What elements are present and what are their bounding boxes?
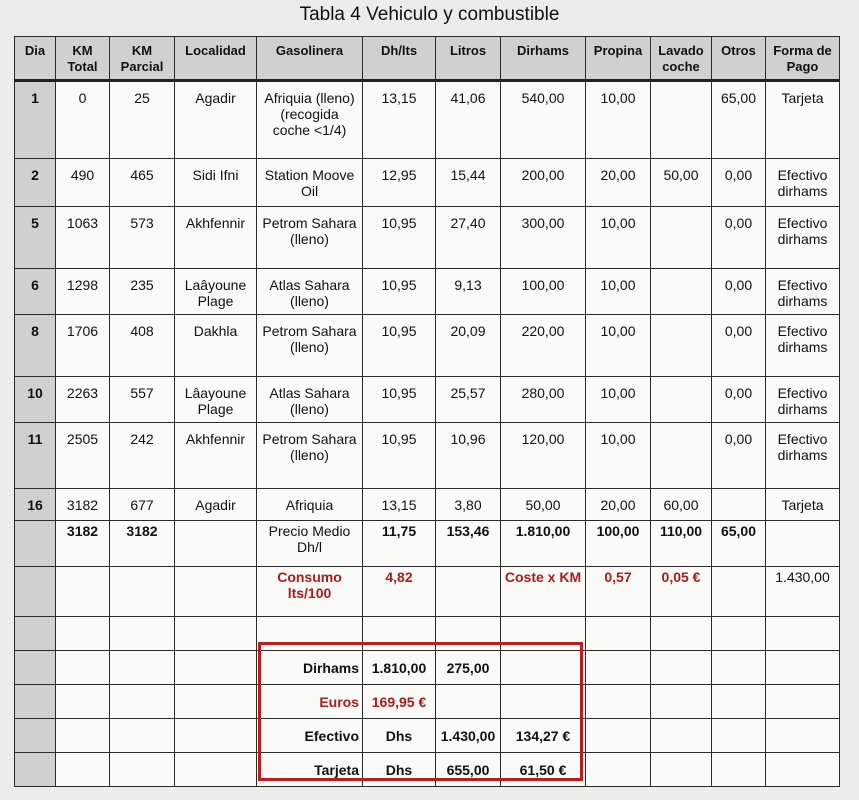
table-cell: Agadir (175, 81, 257, 159)
table-cell: Dakhla (175, 315, 257, 377)
table-cell: 16 (15, 489, 56, 521)
table-cell (436, 567, 501, 617)
coste-km-dh: 0,57 (586, 567, 651, 617)
table-cell (712, 719, 766, 753)
table-row (15, 521, 840, 567)
table-cell: 120,00 (501, 423, 586, 489)
table-cell (110, 617, 175, 651)
table-cell (712, 753, 766, 787)
col-header: Otros (712, 37, 766, 81)
table-cell: Tarjeta (766, 81, 840, 159)
table-cell: 200,00 (501, 159, 586, 207)
table-cell (363, 617, 436, 651)
table-cell: 10,95 (363, 423, 436, 489)
table-cell (651, 719, 712, 753)
table-cell: Sidi Ifni (175, 159, 257, 207)
table-cell (56, 719, 110, 753)
table-cell (766, 719, 840, 753)
table-cell: Station Moove Oil (257, 159, 363, 207)
col-header: KM Total (56, 37, 110, 81)
table-cell: Atlas Sahara (lleno) (257, 269, 363, 315)
table-cell (712, 567, 766, 617)
col-header: Lavado coche (651, 37, 712, 81)
table-row (15, 269, 840, 315)
table-cell: 677 (110, 489, 175, 521)
table-cell (586, 719, 651, 753)
table-cell: Laâyoune Plage (175, 269, 257, 315)
table-cell (15, 521, 56, 567)
table-row (15, 423, 840, 489)
table-cell (586, 617, 651, 651)
table-cell (712, 685, 766, 719)
table-cell: 235 (110, 269, 175, 315)
coste-km-label: Coste x KM (501, 567, 586, 617)
col-header: Dia (15, 37, 56, 81)
table-cell: 10,00 (586, 207, 651, 269)
table-cell: 2263 (56, 377, 110, 423)
pago-efectivo-total: 1.430,00 (766, 567, 840, 617)
table-cell (712, 651, 766, 685)
table-row (15, 719, 840, 753)
table-row (15, 489, 840, 521)
table-cell: 25,57 (436, 377, 501, 423)
table-row (15, 617, 840, 651)
table-row (15, 315, 840, 377)
table-cell (56, 685, 110, 719)
col-header: Forma de Pago (766, 37, 840, 81)
table-cell (766, 651, 840, 685)
table-cell: 11 (15, 423, 56, 489)
table-cell: 0,00 (712, 269, 766, 315)
table-cell (110, 719, 175, 753)
table-cell: 10,95 (363, 315, 436, 377)
table-cell: 20,00 (586, 159, 651, 207)
table-cell: 2 (15, 159, 56, 207)
table-cell (436, 617, 501, 651)
table-cell: 3,80 (436, 489, 501, 521)
summary-dirhams-label: Dirhams (257, 651, 363, 685)
table-row (15, 685, 840, 719)
coste-km-eur: 0,05 € (651, 567, 712, 617)
table-cell: 20,09 (436, 315, 501, 377)
table-cell (110, 651, 175, 685)
table-cell: Afriquia (257, 489, 363, 521)
table-cell (110, 685, 175, 719)
table-cell (766, 753, 840, 787)
table-cell: Petrom Sahara (lleno) (257, 423, 363, 489)
table-cell: 10,95 (363, 269, 436, 315)
summary-euros-label: Euros (257, 685, 363, 719)
total-propina: 100,00 (586, 521, 651, 567)
table-cell (110, 753, 175, 787)
table-cell: 0,00 (712, 207, 766, 269)
table-row (15, 159, 840, 207)
total-dirhams: 1.810,00 (501, 521, 586, 567)
total-km: 3182 (56, 521, 110, 567)
summary-dirhams-extra: 275,00 (436, 651, 501, 685)
table-cell (651, 617, 712, 651)
table-cell (175, 719, 257, 753)
table-cell: 100,00 (501, 269, 586, 315)
table-cell: 573 (110, 207, 175, 269)
table-cell: 10,95 (363, 207, 436, 269)
table-cell (651, 423, 712, 489)
table-cell: 540,00 (501, 81, 586, 159)
table-cell (651, 81, 712, 159)
summary-tarjeta-dhs: 655,00 (436, 753, 501, 787)
table-cell: 50,00 (651, 159, 712, 207)
table-cell: 490 (56, 159, 110, 207)
table-row (15, 81, 840, 159)
table-cell (15, 753, 56, 787)
table-cell (175, 685, 257, 719)
table-cell (651, 315, 712, 377)
table-cell: 0,00 (712, 377, 766, 423)
table-cell (110, 567, 175, 617)
table-cell (15, 685, 56, 719)
table-cell: 1298 (56, 269, 110, 315)
summary-tarjeta-label: Tarjeta (257, 753, 363, 787)
table-cell: Efectivo dirhams (766, 377, 840, 423)
table-cell: 242 (110, 423, 175, 489)
summary-efectivo-dhs: 1.430,00 (436, 719, 501, 753)
table-cell (501, 651, 586, 685)
table-cell: 0,00 (712, 159, 766, 207)
table-cell: 10,95 (363, 377, 436, 423)
table-cell (436, 685, 501, 719)
table-cell (586, 685, 651, 719)
table-cell: 10,96 (436, 423, 501, 489)
table-cell: 1 (15, 81, 56, 159)
table-cell: Efectivo dirhams (766, 423, 840, 489)
table-cell (175, 521, 257, 567)
table-cell (501, 685, 586, 719)
summary-dirhams-total: 1.810,00 (363, 651, 436, 685)
table-cell (56, 651, 110, 685)
table-cell (712, 489, 766, 521)
summary-efectivo-label: Efectivo (257, 719, 363, 753)
table-cell: Akhfennir (175, 207, 257, 269)
table-cell: 3182 (56, 489, 110, 521)
total-litros: 153,46 (436, 521, 501, 567)
table-cell (15, 719, 56, 753)
col-header: Dirhams (501, 37, 586, 81)
table-cell (651, 651, 712, 685)
precio-medio-label: Precio Medio Dh/l (257, 521, 363, 567)
summary-efectivo-eur: 134,27 € (501, 719, 586, 753)
table-row (15, 753, 840, 787)
table-cell: Efectivo dirhams (766, 159, 840, 207)
consumo-value: 4,82 (363, 567, 436, 617)
table-cell: Afriquia (lleno) (recogida coche <1/4) (257, 81, 363, 159)
table-cell (766, 617, 840, 651)
table-cell: Petrom Sahara (lleno) (257, 207, 363, 269)
summary-efectivo-unit: Dhs (363, 719, 436, 753)
table-cell (651, 685, 712, 719)
col-header: Localidad (175, 37, 257, 81)
table-cell (175, 651, 257, 685)
table-cell: Tarjeta (766, 489, 840, 521)
fuel-table (14, 36, 840, 787)
table-cell (15, 567, 56, 617)
table-cell (175, 567, 257, 617)
table-cell: 280,00 (501, 377, 586, 423)
table-cell (56, 617, 110, 651)
table-cell: 2505 (56, 423, 110, 489)
table-cell: 6 (15, 269, 56, 315)
total-lavado: 110,00 (651, 521, 712, 567)
table-cell (766, 521, 840, 567)
consumo-label: Consumo lts/100 (257, 567, 363, 617)
table-cell (15, 651, 56, 685)
table-cell: 13,15 (363, 489, 436, 521)
table-cell: 1706 (56, 315, 110, 377)
table-cell (712, 617, 766, 651)
table-cell: Agadir (175, 489, 257, 521)
table-cell: 10,00 (586, 269, 651, 315)
table-cell: 60,00 (651, 489, 712, 521)
table-cell: 41,06 (436, 81, 501, 159)
col-header: Litros (436, 37, 501, 81)
table-cell (651, 753, 712, 787)
table-title: Tabla 4 Vehiculo y combustible (299, 4, 560, 25)
table-cell: 12,95 (363, 159, 436, 207)
table-cell: Atlas Sahara (lleno) (257, 377, 363, 423)
table-cell: 20,00 (586, 489, 651, 521)
table-cell: 10,00 (586, 377, 651, 423)
table-cell: 0,00 (712, 315, 766, 377)
table-cell: Efectivo dirhams (766, 269, 840, 315)
table-cell: 1063 (56, 207, 110, 269)
table-cell: 465 (110, 159, 175, 207)
table-cell: 10 (15, 377, 56, 423)
table-cell: Akhfennir (175, 423, 257, 489)
table-cell: 13,15 (363, 81, 436, 159)
table-cell: Lâayoune Plage (175, 377, 257, 423)
table-row (15, 567, 840, 617)
table-cell: 408 (110, 315, 175, 377)
col-header: KM Parcial (110, 37, 175, 81)
table-cell (56, 753, 110, 787)
table-cell: 65,00 (712, 81, 766, 159)
col-header: Propina (586, 37, 651, 81)
table-cell (586, 651, 651, 685)
col-header: Dh/lts (363, 37, 436, 81)
table-cell: Petrom Sahara (lleno) (257, 315, 363, 377)
table-cell: 5 (15, 207, 56, 269)
total-otros: 65,00 (712, 521, 766, 567)
table-cell: 8 (15, 315, 56, 377)
table-cell: 15,44 (436, 159, 501, 207)
table-cell: 220,00 (501, 315, 586, 377)
table-cell: 557 (110, 377, 175, 423)
table-row (15, 651, 840, 685)
table-cell (175, 617, 257, 651)
summary-tarjeta-eur: 61,50 € (501, 753, 586, 787)
table-cell (501, 617, 586, 651)
col-header: Gasolinera (257, 37, 363, 81)
total-km-parcial: 3182 (110, 521, 175, 567)
table-row (15, 377, 840, 423)
table-cell (651, 207, 712, 269)
table-cell: 50,00 (501, 489, 586, 521)
table-cell: 9,13 (436, 269, 501, 315)
table-cell (56, 567, 110, 617)
table-cell: 25 (110, 81, 175, 159)
header-row (15, 37, 840, 81)
table-cell (175, 753, 257, 787)
table-cell: Efectivo dirhams (766, 207, 840, 269)
summary-euros-value: 169,95 € (363, 685, 436, 719)
table-cell (586, 753, 651, 787)
table-cell (651, 269, 712, 315)
table-cell: 27,40 (436, 207, 501, 269)
table-cell: 10,00 (586, 81, 651, 159)
table-cell: Efectivo dirhams (766, 315, 840, 377)
table-cell: 0 (56, 81, 110, 159)
table-cell (766, 685, 840, 719)
table-cell (651, 377, 712, 423)
precio-medio-value: 11,75 (363, 521, 436, 567)
table-cell: 300,00 (501, 207, 586, 269)
table-cell: 10,00 (586, 423, 651, 489)
table-cell: 10,00 (586, 315, 651, 377)
table-row (15, 207, 840, 269)
table-cell: 0,00 (712, 423, 766, 489)
table-cell (15, 617, 56, 651)
table-cell (257, 617, 363, 651)
summary-tarjeta-unit: Dhs (363, 753, 436, 787)
